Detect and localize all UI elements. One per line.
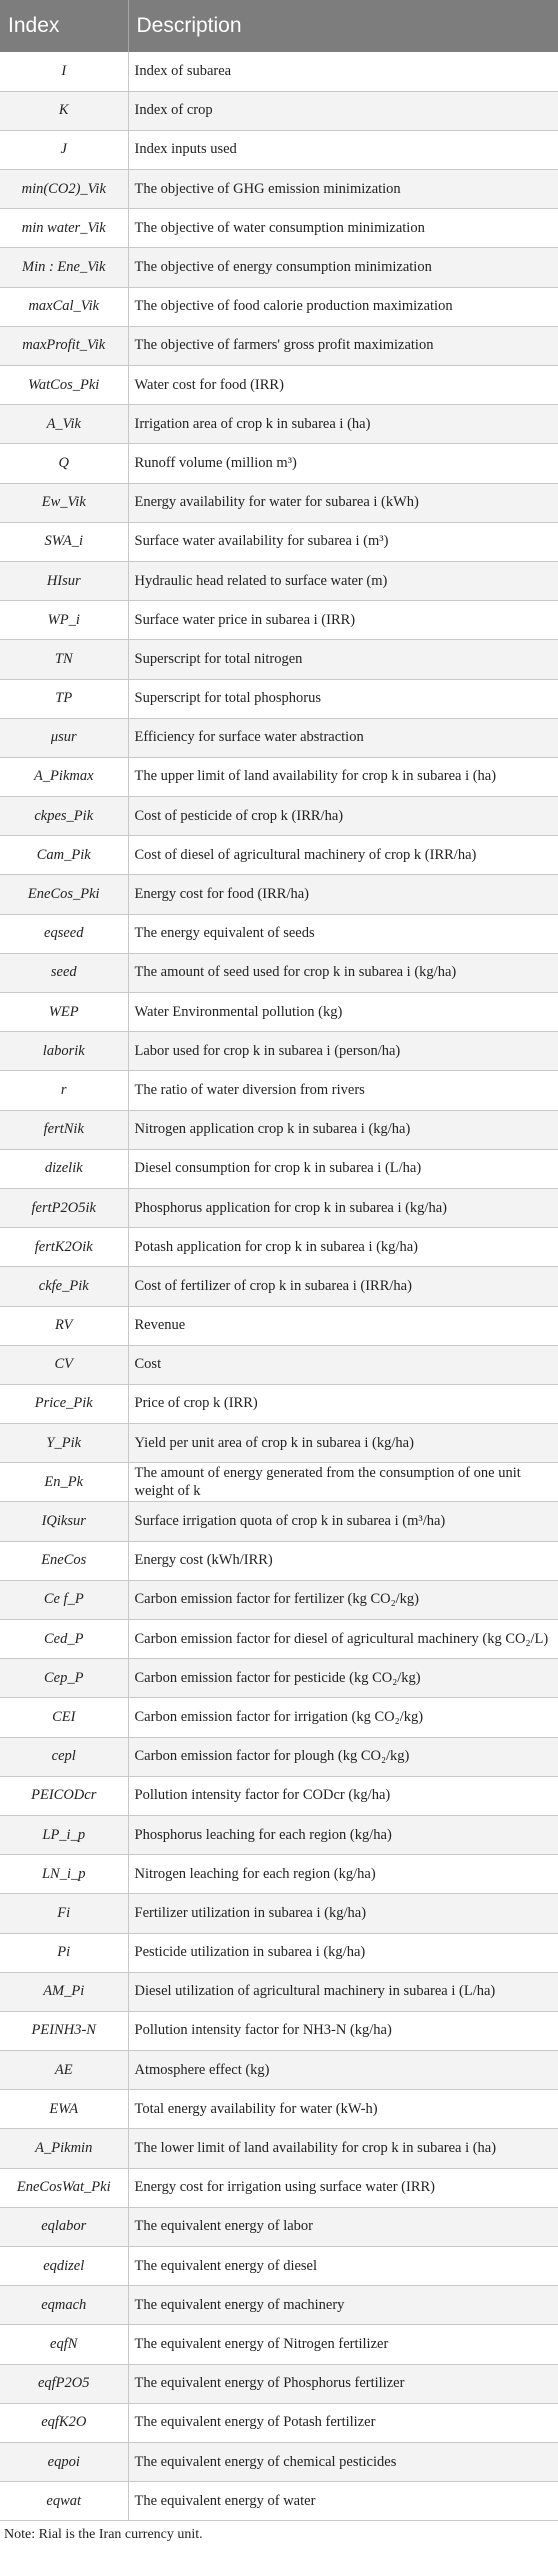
- table-row: [0, 561, 558, 600]
- table-row: [0, 2482, 558, 2521]
- table-row: [0, 640, 558, 679]
- table-row: [0, 1541, 558, 1580]
- index-cell: Pi: [0, 1933, 128, 1972]
- table-row: [0, 1659, 558, 1698]
- table-row: [0, 483, 558, 522]
- index-cell: K: [0, 91, 128, 130]
- description-cell: Labor used for crop k in subarea i (person/ha): [128, 1032, 558, 1071]
- description-cell: Water cost for food (IRR): [128, 366, 558, 405]
- description-cell: Energy cost for food (IRR/ha): [128, 875, 558, 914]
- description-cell: The equivalent energy of Nitrogen fertilizer: [128, 2325, 558, 2364]
- index-cell: Ced_P: [0, 1620, 128, 1659]
- description-cell: Diesel utilization of agricultural machinery in subarea i (L/ha): [128, 1972, 558, 2011]
- index-cell: I: [0, 52, 128, 91]
- index-cell: CV: [0, 1345, 128, 1384]
- table-row: [0, 1424, 558, 1463]
- index-cell: TP: [0, 679, 128, 718]
- table-row: [0, 953, 558, 992]
- header-description: Description: [136, 14, 242, 37]
- table-row: [0, 1345, 558, 1384]
- table-row: [0, 1071, 558, 1110]
- table-row: [0, 522, 558, 561]
- description-cell: Energy cost (kWh/IRR): [128, 1541, 558, 1580]
- description-cell: The equivalent energy of Potash fertilizer: [128, 2403, 558, 2442]
- table-row: [0, 601, 558, 640]
- description-cell: The objective of energy consumption minimization: [128, 248, 558, 287]
- table-row: [0, 2403, 558, 2442]
- table-row: [0, 1267, 558, 1306]
- description-cell: Phosphorus leaching for each region (kg/ha): [128, 1815, 558, 1854]
- description-cell: Irrigation area of crop k in subarea i (ha): [128, 405, 558, 444]
- index-cell: LN_i_p: [0, 1855, 128, 1894]
- description-cell: Phosphorus application for crop k in subarea i (kg/ha): [128, 1188, 558, 1227]
- index-cell: ckfe_Pik: [0, 1267, 128, 1306]
- table-row: [0, 444, 558, 483]
- index-cell: IQiksur: [0, 1502, 128, 1541]
- description-cell: Index inputs used: [128, 130, 558, 169]
- index-cell: SWA_i: [0, 522, 128, 561]
- description-cell: Carbon emission factor for plough (kg CO₂/kg): [128, 1737, 558, 1776]
- table-row: [0, 679, 558, 718]
- description-cell: The upper limit of land availability for crop k in subarea i (ha): [128, 757, 558, 796]
- table-row: [0, 130, 558, 169]
- description-cell: Surface water price in subarea i (IRR): [128, 601, 558, 640]
- description-cell: Revenue: [128, 1306, 558, 1345]
- index-cell: EWA: [0, 2090, 128, 2129]
- index-cell: eqdizel: [0, 2247, 128, 2286]
- table-row: [0, 1149, 558, 1188]
- table-row: [0, 2090, 558, 2129]
- index-cell: Cep_P: [0, 1659, 128, 1698]
- index-cell: Ew_Vik: [0, 483, 128, 522]
- description-cell: The equivalent energy of water: [128, 2482, 558, 2521]
- index-cell: r: [0, 1071, 128, 1110]
- description-cell: Carbon emission factor for fertilizer (kg CO₂/kg): [128, 1580, 558, 1619]
- description-cell: The equivalent energy of labor: [128, 2207, 558, 2246]
- index-cell: cepl: [0, 1737, 128, 1776]
- index-cell: RV: [0, 1306, 128, 1345]
- table-header: [0, 0, 558, 52]
- index-cell: min(CO2)_Vik: [0, 170, 128, 209]
- table-row: [0, 1306, 558, 1345]
- table-note: Note: Rial is the Iran currency unit.: [4, 2527, 203, 2543]
- index-cell: fertK2Oik: [0, 1228, 128, 1267]
- table-row: [0, 1228, 558, 1267]
- description-cell: Surface water availability for subarea i (m³): [128, 522, 558, 561]
- table-body: [0, 52, 558, 2521]
- description-cell: Diesel consumption for crop k in subarea i (L/ha): [128, 1149, 558, 1188]
- description-cell: The equivalent energy of Phosphorus fertilizer: [128, 2364, 558, 2403]
- table-row: [0, 1384, 558, 1423]
- table-row: [0, 875, 558, 914]
- table-row: [0, 2168, 558, 2207]
- index-cell: dizelik: [0, 1149, 128, 1188]
- table-row: [0, 2364, 558, 2403]
- description-cell: The energy equivalent of seeds: [128, 914, 558, 953]
- description-cell: The objective of food calorie production maximization: [128, 287, 558, 326]
- table-row: [0, 2442, 558, 2481]
- index-cell: eqmach: [0, 2286, 128, 2325]
- header-row: [0, 0, 558, 52]
- description-cell: Hydraulic head related to surface water (m): [128, 561, 558, 600]
- table-row: [0, 170, 558, 209]
- index-cell: EneCos_Pki: [0, 875, 128, 914]
- table-row: [0, 209, 558, 248]
- description-cell: The lower limit of land availability for crop k in subarea i (ha): [128, 2129, 558, 2168]
- description-cell: Nitrogen leaching for each region (kg/ha): [128, 1855, 558, 1894]
- index-cell: J: [0, 130, 128, 169]
- description-cell: The amount of seed used for crop k in subarea i (kg/ha): [128, 953, 558, 992]
- table-row: [0, 1815, 558, 1854]
- index-cell: maxProfit_Vik: [0, 326, 128, 365]
- table-row: [0, 1188, 558, 1227]
- description-cell: The equivalent energy of diesel: [128, 2247, 558, 2286]
- index-cell: A_Pikmax: [0, 757, 128, 796]
- index-cell: eqpoi: [0, 2442, 128, 2481]
- table-row: [0, 405, 558, 444]
- index-cell: maxCal_Vik: [0, 287, 128, 326]
- description-cell: Surface irrigation quota of crop k in subarea i (m³/ha): [128, 1502, 558, 1541]
- index-cell: PEICODcr: [0, 1776, 128, 1815]
- description-cell: Total energy availability for water (kW-h): [128, 2090, 558, 2129]
- index-cell: Price_Pik: [0, 1384, 128, 1423]
- description-cell: The ratio of water diversion from rivers: [128, 1071, 558, 1110]
- description-cell: The equivalent energy of chemical pesticides: [128, 2442, 558, 2481]
- table-row: [0, 1580, 558, 1619]
- index-cell: eqwat: [0, 2482, 128, 2521]
- table-row: [0, 1737, 558, 1776]
- index-cell: fertP2O5ik: [0, 1188, 128, 1227]
- description-cell: Nitrogen application crop k in subarea i (kg/ha): [128, 1110, 558, 1149]
- table-row: [0, 248, 558, 287]
- index-cell: ckpes_Pik: [0, 797, 128, 836]
- table-row: [0, 1972, 558, 2011]
- table-row: [0, 718, 558, 757]
- description-cell: Pollution intensity factor for CODcr (kg/ha): [128, 1776, 558, 1815]
- description-cell: Index of crop: [128, 91, 558, 130]
- index-cell: TN: [0, 640, 128, 679]
- table-row: [0, 91, 558, 130]
- table-row: [0, 1032, 558, 1071]
- description-cell: Potash application for crop k in subarea i (kg/ha): [128, 1228, 558, 1267]
- table-row: [0, 1776, 558, 1815]
- index-cell: Fi: [0, 1894, 128, 1933]
- description-cell: Cost of fertilizer of crop k in subarea i (IRR/ha): [128, 1267, 558, 1306]
- table-row: [0, 2247, 558, 2286]
- description-cell: Pollution intensity factor for NH3-N (kg/ha): [128, 2011, 558, 2050]
- description-cell: Index of subarea: [128, 52, 558, 91]
- description-cell: The amount of energy generated from the consumption of one unit weight of k: [128, 1463, 558, 1502]
- description-cell: Cost: [128, 1345, 558, 1384]
- index-cell: A_Vik: [0, 405, 128, 444]
- table-row: [0, 836, 558, 875]
- index-cell: AE: [0, 2051, 128, 2090]
- index-cell: LP_i_p: [0, 1815, 128, 1854]
- description-cell: Carbon emission factor for diesel of agricultural machinery (kg CO₂/L): [128, 1620, 558, 1659]
- description-cell: The objective of water consumption minimization: [128, 209, 558, 248]
- index-cell: Min : Ene_Vik: [0, 248, 128, 287]
- table-row: [0, 2011, 558, 2050]
- index-cell: fertNik: [0, 1110, 128, 1149]
- table-row: [0, 1620, 558, 1659]
- index-cell: Q: [0, 444, 128, 483]
- index-cell: Ce f_P: [0, 1580, 128, 1619]
- description-cell: Carbon emission factor for pesticide (kg CO₂/kg): [128, 1659, 558, 1698]
- description-cell: Fertilizer utilization in subarea i (kg/ha): [128, 1894, 558, 1933]
- table-row: [0, 1855, 558, 1894]
- description-cell: The equivalent energy of machinery: [128, 2286, 558, 2325]
- index-cell: En_Pk: [0, 1463, 128, 1502]
- index-cell: EneCos: [0, 1541, 128, 1580]
- index-cell: eqseed: [0, 914, 128, 953]
- table-row: [0, 2286, 558, 2325]
- index-cell: CEI: [0, 1698, 128, 1737]
- table-row: [0, 1502, 558, 1541]
- description-cell: Pesticide utilization in subarea i (kg/ha): [128, 1933, 558, 1972]
- description-cell: Cost of pesticide of crop k (IRR/ha): [128, 797, 558, 836]
- table-row: [0, 1698, 558, 1737]
- table-row: [0, 1463, 558, 1502]
- index-cell: eqfK2O: [0, 2403, 128, 2442]
- index-cell: A_Pikmin: [0, 2129, 128, 2168]
- index-cell: laborik: [0, 1032, 128, 1071]
- description-cell: Runoff volume (million m³): [128, 444, 558, 483]
- index-cell: AM_Pi: [0, 1972, 128, 2011]
- table-row: [0, 2129, 558, 2168]
- description-cell: The objective of farmers' gross profit maximization: [128, 326, 558, 365]
- table-row: [0, 2051, 558, 2090]
- description-cell: Efficiency for surface water abstraction: [128, 718, 558, 757]
- table-row: [0, 1933, 558, 1972]
- table-row: [0, 914, 558, 953]
- index-cell: WEP: [0, 993, 128, 1032]
- description-cell: The objective of GHG emission minimization: [128, 170, 558, 209]
- table-row: [0, 1110, 558, 1149]
- description-cell: Atmosphere effect (kg): [128, 2051, 558, 2090]
- description-cell: Cost of diesel of agricultural machinery of crop k (IRR/ha): [128, 836, 558, 875]
- table-row: [0, 52, 558, 91]
- description-cell: Superscript for total nitrogen: [128, 640, 558, 679]
- index-cell: seed: [0, 953, 128, 992]
- description-cell: Water Environmental pollution (kg): [128, 993, 558, 1032]
- index-cell: HIsur: [0, 561, 128, 600]
- index-cell: PEINH3-N: [0, 2011, 128, 2050]
- description-cell: Price of crop k (IRR): [128, 1384, 558, 1423]
- index-cell: EneCosWat_Pki: [0, 2168, 128, 2207]
- table-row: [0, 366, 558, 405]
- table-row: [0, 1894, 558, 1933]
- description-cell: Energy availability for water for subarea i (kWh): [128, 483, 558, 522]
- table-row: [0, 2325, 558, 2364]
- table-row: [0, 2207, 558, 2246]
- table-row: [0, 757, 558, 796]
- table-row: [0, 993, 558, 1032]
- index-cell: min water_Vik: [0, 209, 128, 248]
- description-cell: Yield per unit area of crop k in subarea i (kg/ha): [128, 1424, 558, 1463]
- description-cell: Carbon emission factor for irrigation (kg CO₂/kg): [128, 1698, 558, 1737]
- index-cell: μsur: [0, 718, 128, 757]
- index-cell: eqfP2O5: [0, 2364, 128, 2403]
- table-row: [0, 326, 558, 365]
- description-cell: Superscript for total phosphorus: [128, 679, 558, 718]
- description-cell: Energy cost for irrigation using surface water (IRR): [128, 2168, 558, 2207]
- index-cell: WP_i: [0, 601, 128, 640]
- index-cell: eqlabor: [0, 2207, 128, 2246]
- table-row: [0, 287, 558, 326]
- table-row: [0, 797, 558, 836]
- index-cell: Cam_Pik: [0, 836, 128, 875]
- header-index: Index: [0, 0, 128, 52]
- index-cell: WatCos_Pki: [0, 366, 128, 405]
- index-cell: eqfN: [0, 2325, 128, 2364]
- index-cell: Y_Pik: [0, 1424, 128, 1463]
